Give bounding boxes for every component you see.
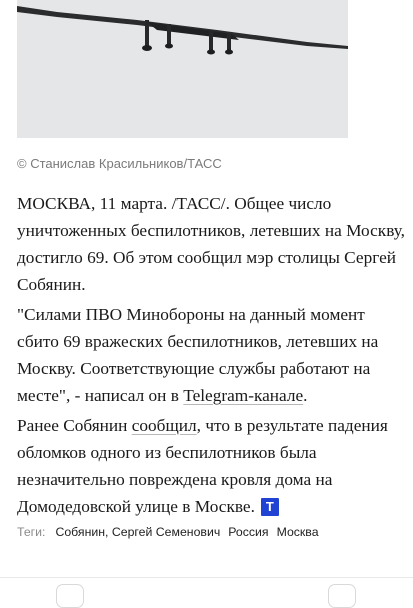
tag-moscow[interactable]: Москва xyxy=(276,525,319,539)
article-paragraph-1: МОСКВА, 11 марта. /ТАСС/. Общее число уничтоженных беспилотников, летевших на Москву, достигло 69. Об этом сообщил мэр столицы Сергей Собянин. xyxy=(17,194,405,294)
toolbar-button-1[interactable] xyxy=(56,584,84,608)
telegram-channel-link[interactable]: Telegram-канале xyxy=(183,386,304,405)
p3-text-end: , что в результате падения обломков одного из беспилотников была незначительно повреждена кровля дома на Домодедовской улице в Москве. xyxy=(17,416,388,516)
article-paragraph-2 xyxy=(17,301,409,409)
reported-link[interactable]: сообщил xyxy=(131,416,197,435)
photo-credit: © Станислав Красильников/ТАСС xyxy=(17,156,222,171)
quote-text: "Силами ПВО Минобороны на данный момент сбито 69 вражеских беспилотников, летевших на Москву. Соответствующие службы работают на месте", - написал он в xyxy=(17,305,379,405)
p3-text-start: Ранее Собянин xyxy=(17,416,132,435)
bottom-toolbar xyxy=(0,577,413,601)
tag-russia[interactable]: Россия xyxy=(228,525,269,539)
quote-end: . xyxy=(303,386,308,405)
tag-sobyanin[interactable]: Собянин, Сергей Семенович xyxy=(55,525,221,539)
tags-row xyxy=(17,525,319,543)
toolbar-button-2[interactable] xyxy=(328,584,356,608)
tags-label: Теги: xyxy=(17,525,46,539)
tass-end-mark-icon: Т xyxy=(261,498,279,516)
article-photo xyxy=(17,0,348,138)
drone-illustration xyxy=(17,0,348,138)
article-paragraph-3 xyxy=(17,412,409,520)
